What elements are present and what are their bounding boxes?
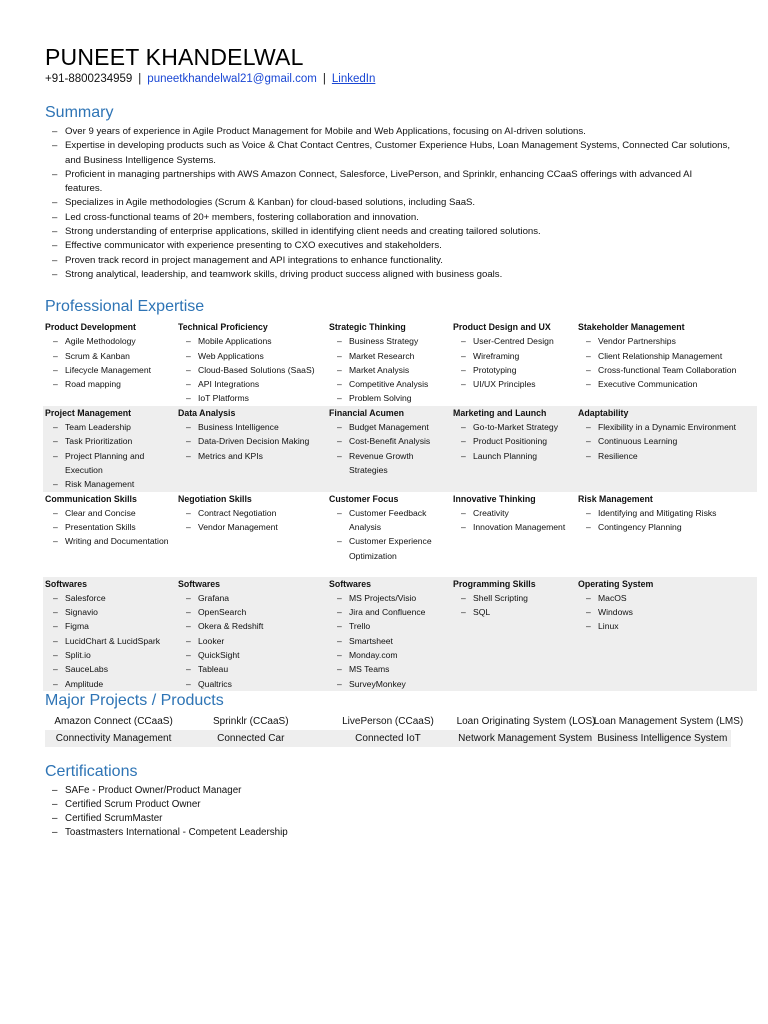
expertise-item: – Market Analysis (329, 363, 449, 377)
expertise-item: – Cross-functional Team Collaboration (578, 363, 755, 377)
project-cell: Amazon Connect (CCaaS) (54, 716, 173, 727)
bullet-dash: – (186, 635, 191, 646)
bullet-dash: – (52, 197, 58, 209)
expertise-category-title: Strategic Thinking (329, 322, 406, 332)
bullet-dash: – (337, 635, 342, 646)
expertise-category-title: Project Management (45, 407, 132, 418)
expertise-item: – Writing and Documentation (45, 534, 174, 548)
certifications-list (52, 784, 732, 840)
bullet-dash: – (461, 350, 466, 361)
bullet-dash: – (337, 664, 342, 675)
expertise-item: – Business Strategy (329, 334, 449, 348)
expertise-item: – Clear and Concise (45, 506, 174, 520)
expertise-cell (43, 577, 176, 691)
bullet-dash: – (53, 507, 58, 518)
phone-number: +91-8800234959 (45, 73, 133, 85)
expertise-item: – Product Positioning (453, 434, 574, 448)
expertise-row (43, 406, 757, 492)
expertise-item: – Lifecycle Management (45, 363, 174, 377)
expertise-item: – Salesforce (45, 591, 174, 605)
expertise-item: – Team Leadership (45, 420, 174, 434)
expertise-cell (451, 320, 576, 406)
expertise-item-list (45, 591, 174, 691)
bullet-dash: – (461, 422, 466, 433)
bullet-dash: – (53, 592, 58, 603)
email-link[interactable]: puneetkhandelwal21@gmail.com (147, 73, 317, 85)
bullet-dash: – (337, 650, 342, 661)
expertise-category-title: Technical Proficiency (178, 322, 268, 332)
expertise-cell (451, 492, 576, 577)
project-cell: Connected Car (182, 730, 319, 747)
bullet-dash: – (186, 607, 191, 618)
project-cell: LivePerson (CCaaS) (342, 716, 434, 727)
expertise-item: – Executive Communication (578, 377, 755, 391)
bullet-dash: – (52, 211, 58, 223)
expertise-item: – Market Research (329, 349, 449, 363)
expertise-cell (43, 406, 176, 492)
expertise-item-list (178, 334, 325, 405)
bullet-dash: – (337, 507, 342, 518)
expertise-item-list (453, 334, 574, 391)
summary-list (52, 125, 732, 282)
expertise-cell (176, 492, 327, 577)
bullet-dash: – (186, 336, 191, 347)
expertise-item: – Jira and Confluence (329, 605, 449, 619)
expertise-item: – SurveyMonkey (329, 677, 449, 691)
bullet-dash: – (461, 592, 466, 603)
bullet-dash: – (586, 379, 591, 390)
expertise-item-list (178, 591, 325, 691)
bullet-dash: – (53, 522, 58, 533)
certifications-heading: Certifications (45, 763, 138, 780)
bullet-dash: – (461, 607, 466, 618)
project-cell: Loan Management System (LMS) (593, 716, 744, 727)
expertise-item-list (578, 591, 755, 634)
bullet-dash: – (586, 621, 591, 632)
expertise-item: – Competitive Analysis (329, 377, 449, 391)
expertise-item: – SauceLabs (45, 662, 174, 676)
bullet-dash: – (337, 607, 342, 618)
bullet-dash: – (586, 607, 591, 618)
summary-item: – Over 9 years of experience in Agile Product Management for Mobile and Web Applications, focusing on AI-driven solutions. (52, 125, 732, 139)
expertise-item: – Budget Management (329, 420, 449, 434)
project-cell: Sprinklr (CCaaS) (212, 716, 289, 727)
bullet-dash: – (186, 522, 191, 533)
expertise-cell (327, 320, 451, 406)
expertise-item: – Client Relationship Management (578, 349, 755, 363)
summary-heading: Summary (45, 104, 114, 121)
bullet-dash: – (53, 336, 58, 347)
bullet-dash: – (586, 522, 591, 533)
expertise-item: – QuickSight (178, 648, 325, 662)
expertise-item: – Grafana (178, 591, 325, 605)
expertise-item-list (453, 506, 574, 535)
bullet-dash: – (337, 379, 342, 390)
bullet-dash: – (586, 422, 591, 433)
bullet-dash: – (186, 393, 191, 404)
project-cell: Network Management System (457, 730, 594, 747)
expertise-row (43, 577, 757, 691)
bullet-dash: – (186, 436, 191, 447)
expertise-item: – Scrum & Kanban (45, 349, 174, 363)
expertise-row (43, 492, 757, 577)
expertise-item: – Signavio (45, 605, 174, 619)
expertise-item: – Tableau (178, 662, 325, 676)
expertise-item: – Creativity (453, 506, 574, 520)
bullet-dash: – (337, 536, 342, 547)
bullet-dash: – (52, 168, 58, 180)
expertise-item: – Problem Solving (329, 391, 449, 405)
certification-item: – SAFe - Product Owner/Product Manager (52, 785, 242, 796)
expertise-cell (327, 406, 451, 492)
bullet-dash: – (461, 522, 466, 533)
bullet-dash: – (337, 393, 342, 404)
expertise-item: – MacOS (578, 591, 755, 605)
expertise-item: – Okera & Redshift (178, 619, 325, 633)
projects-grid (45, 713, 744, 747)
expertise-cell (576, 577, 757, 691)
expertise-heading: Professional Expertise (45, 298, 205, 315)
expertise-item-list (178, 506, 325, 535)
expertise-item: – Vendor Management (178, 520, 325, 534)
bullet-dash: – (461, 379, 466, 390)
bullet-dash: – (337, 422, 342, 433)
expertise-category-title: Negotiation Skills (178, 493, 252, 504)
bullet-dash: – (53, 450, 58, 461)
expertise-item-list (329, 420, 449, 477)
expertise-item: – Linux (578, 619, 755, 633)
bullet-dash: – (461, 364, 466, 375)
expertise-item: – Data-Driven Decision Making (178, 434, 325, 448)
expertise-item: – Customer Experience Optimization (337, 536, 432, 561)
bullet-dash: – (186, 507, 191, 518)
expertise-cell (451, 577, 576, 691)
expertise-item: – Contract Negotiation (178, 506, 325, 520)
expertise-row (43, 320, 757, 406)
expertise-category-title: Programming Skills (453, 578, 536, 589)
bullet-dash: – (586, 350, 591, 361)
project-cell: Loan Originating System (LOS) (456, 716, 596, 727)
expertise-cell (176, 577, 327, 691)
bullet-dash: – (53, 479, 58, 490)
expertise-item: – Resilience (578, 449, 755, 463)
expertise-item: – Agile Methodology (45, 334, 174, 348)
projects-row (45, 730, 731, 747)
bullet-dash: – (53, 536, 58, 547)
expertise-item: – Continuous Learning (578, 434, 755, 448)
candidate-name: PUNEET KHANDELWAL (45, 44, 304, 70)
bullet-dash: – (586, 336, 591, 347)
bullet-dash: – (53, 635, 58, 646)
expertise-category-title: Operating System (578, 578, 654, 589)
bullet-dash: – (186, 592, 191, 603)
expertise-item: – UI/UX Principles (453, 377, 574, 391)
expertise-item: – Windows (578, 605, 755, 619)
expertise-item: – User-Centred Design (453, 334, 574, 348)
certification-item: – Certified Scrum Product Owner (52, 799, 201, 810)
expertise-category-title: Stakeholder Management (578, 322, 685, 332)
expertise-item-list (329, 506, 449, 563)
expertise-item: – Contingency Planning (578, 520, 755, 534)
bullet-dash: – (586, 450, 591, 461)
expertise-item: – Mobile Applications (178, 334, 325, 348)
expertise-category-title: Customer Focus (329, 493, 399, 504)
expertise-item: – Task Prioritization (45, 434, 174, 448)
bullet-dash: – (586, 364, 591, 375)
project-cell: Business Intelligence System (594, 730, 731, 747)
bullet-dash: – (53, 364, 58, 375)
expertise-category-title: Adaptability (578, 407, 629, 418)
expertise-item-list (45, 420, 174, 491)
expertise-item: – Business Intelligence (178, 420, 325, 434)
expertise-item-list (329, 591, 449, 691)
bullet-dash: – (186, 664, 191, 675)
expertise-item: – Customer Feedback Analysis (337, 507, 427, 533)
bullet-dash: – (337, 436, 342, 447)
expertise-item: – Vendor Partnerships (578, 334, 755, 348)
expertise-item: – IoT Platforms (178, 391, 325, 405)
expertise-item-list (578, 506, 755, 535)
bullet-dash: – (52, 813, 58, 824)
expertise-cell (327, 492, 451, 577)
expertise-item: – Revenue Growth Strategies (337, 450, 414, 475)
expertise-category-title: Financial Acumen (329, 407, 404, 418)
expertise-grid (43, 320, 757, 691)
bullet-dash: – (586, 507, 591, 518)
expertise-item: – Amplitude (45, 677, 174, 691)
expertise-item: – Smartsheet (329, 634, 449, 648)
summary-item: – Led cross-functional teams of 20+ members, fostering collaboration and innovation. (52, 211, 732, 225)
expertise-item: – Flexibility in a Dynamic Environment (578, 420, 755, 434)
expertise-cell (176, 320, 327, 406)
expertise-item-list (45, 334, 174, 391)
summary-item: – Strong understanding of enterprise applications, skilled in identifying client needs and creating tailored solutions. (52, 225, 732, 239)
expertise-item: – Wireframing (453, 349, 574, 363)
expertise-category-title: Product Design and UX (453, 322, 551, 332)
expertise-item: – Trello (329, 619, 449, 633)
bullet-dash: – (337, 621, 342, 632)
summary-item: – Strong analytical, leadership, and teamwork skills, driving product success aligned with business goals. (52, 268, 732, 282)
bullet-dash: – (186, 650, 191, 661)
bullet-dash: – (52, 126, 58, 137)
bullet-dash: – (586, 592, 591, 603)
bullet-dash: – (52, 268, 58, 280)
expertise-item: – Prototyping (453, 363, 574, 377)
project-cell: Connectivity Management (45, 730, 182, 747)
expertise-category-title: Softwares (329, 578, 372, 589)
certification-item: – Toastmasters International - Competent Leadership (52, 827, 288, 838)
expertise-item-list (453, 591, 574, 620)
bullet-dash: – (52, 785, 58, 796)
expertise-item: – Web Applications (178, 349, 325, 363)
expertise-cell (576, 492, 757, 577)
expertise-item: – Cost-Benefit Analysis (329, 434, 449, 448)
expertise-item: – Figma (45, 619, 174, 633)
expertise-item: – SQL (453, 605, 574, 619)
bullet-dash: – (186, 350, 191, 361)
bullet-dash: – (53, 650, 58, 661)
expertise-item: – Cloud-Based Solutions (SaaS) (178, 363, 325, 377)
bullet-dash: – (186, 379, 191, 390)
separator: | (322, 73, 326, 85)
expertise-category-title: Risk Management (578, 493, 653, 504)
expertise-item: – Project Planning and Execution (53, 450, 145, 475)
expertise-category-title: Communication Skills (45, 493, 137, 504)
bullet-dash: – (52, 140, 58, 152)
summary-item: – Effective communicator with experience presenting to CXO executives and stakeholders. (52, 239, 732, 253)
bullet-dash: – (461, 436, 466, 447)
expertise-item: – Looker (178, 634, 325, 648)
bullet-dash: – (461, 336, 466, 347)
expertise-item: – MS Teams (329, 662, 449, 676)
projects-heading: Major Projects / Products (45, 692, 224, 709)
expertise-category-title: Softwares (45, 578, 88, 589)
expertise-cell (176, 406, 327, 492)
bullet-dash: – (186, 422, 191, 433)
bullet-dash: – (52, 827, 58, 838)
bullet-dash: – (53, 422, 58, 433)
projects-row (45, 713, 731, 730)
expertise-item-list (453, 420, 574, 463)
bullet-dash: – (53, 621, 58, 632)
expertise-category-title: Product Development (45, 322, 136, 332)
bullet-dash: – (53, 678, 58, 689)
expertise-item: – LucidChart & LucidSpark (45, 634, 174, 648)
bullet-dash: – (337, 592, 342, 603)
expertise-category-title: Softwares (178, 578, 221, 589)
expertise-item: – Monday.com (329, 648, 449, 662)
expertise-category-title: Marketing and Launch (453, 407, 547, 418)
bullet-dash: – (52, 799, 58, 810)
bullet-dash: – (53, 379, 58, 390)
expertise-item-list (578, 420, 755, 463)
expertise-cell (451, 406, 576, 492)
expertise-cell (43, 492, 176, 577)
expertise-item-list (578, 334, 755, 391)
expertise-item: – Metrics and KPIs (178, 449, 325, 463)
expertise-item: – Launch Planning (453, 449, 574, 463)
bullet-dash: – (337, 678, 342, 689)
expertise-cell (43, 320, 176, 406)
bullet-dash: – (337, 364, 342, 375)
bullet-dash: – (337, 336, 342, 347)
expertise-cell (576, 406, 757, 492)
expertise-item-list (45, 506, 174, 549)
bullet-dash: – (586, 436, 591, 447)
expertise-category-title: Data Analysis (178, 407, 236, 418)
summary-item: – Specializes in Agile methodologies (Scrum & Kanban) for cloud-based solutions, including SaaS. (52, 196, 732, 210)
expertise-item: – MS Projects/Visio (329, 591, 449, 605)
bullet-dash: – (186, 364, 191, 375)
expertise-item: – Identifying and Mitigating Risks (578, 506, 755, 520)
certification-item: – Certified ScrumMaster (52, 813, 163, 824)
expertise-cell (576, 320, 757, 406)
summary-item: – Expertise in developing products such as Voice & Chat Contact Centres, Customer Experience Hubs, Loan Management Systems, Connected Car solutions, and Business Intelligence Systems. (52, 140, 730, 166)
bullet-dash: – (53, 607, 58, 618)
expertise-item-list (178, 420, 325, 463)
bullet-dash: – (52, 240, 58, 252)
bullet-dash: – (53, 350, 58, 361)
expertise-item: – Risk Management (45, 477, 174, 491)
expertise-item: – OpenSearch (178, 605, 325, 619)
expertise-item: – Shell Scripting (453, 591, 574, 605)
project-cell: Connected IoT (319, 730, 456, 747)
expertise-item-list (329, 334, 449, 405)
bullet-dash: – (53, 664, 58, 675)
expertise-item: – Road mapping (45, 377, 174, 391)
bullet-dash: – (53, 436, 58, 447)
expertise-item: – Split.io (45, 648, 174, 662)
bullet-dash: – (52, 226, 58, 238)
bullet-dash: – (52, 254, 58, 266)
expertise-category-title: Innovative Thinking (453, 493, 536, 504)
bullet-dash: – (186, 678, 191, 689)
contact-line (45, 73, 375, 85)
expertise-item: – API Integrations (178, 377, 325, 391)
bullet-dash: – (186, 621, 191, 632)
expertise-item: – Go-to-Market Strategy (453, 420, 574, 434)
expertise-item: – Qualtrics (178, 677, 325, 691)
bullet-dash: – (337, 350, 342, 361)
separator: | (138, 73, 142, 85)
bullet-dash: – (461, 507, 466, 518)
expertise-cell (327, 577, 451, 691)
expertise-item: – Innovation Management (453, 520, 574, 534)
bullet-dash: – (186, 450, 191, 461)
linkedin-link[interactable]: LinkedIn (331, 73, 376, 85)
summary-item: – Proficient in managing partnerships with AWS Amazon Connect, Salesforce, LivePerson, and Sprinklr, enhancing CCaaS offerings with advanced AI features. (52, 168, 693, 195)
expertise-item: – Presentation Skills (45, 520, 174, 534)
summary-item: – Proven track record in project management and API integrations to enhance functionality. (52, 254, 732, 268)
bullet-dash: – (337, 450, 342, 461)
bullet-dash: – (461, 450, 466, 461)
